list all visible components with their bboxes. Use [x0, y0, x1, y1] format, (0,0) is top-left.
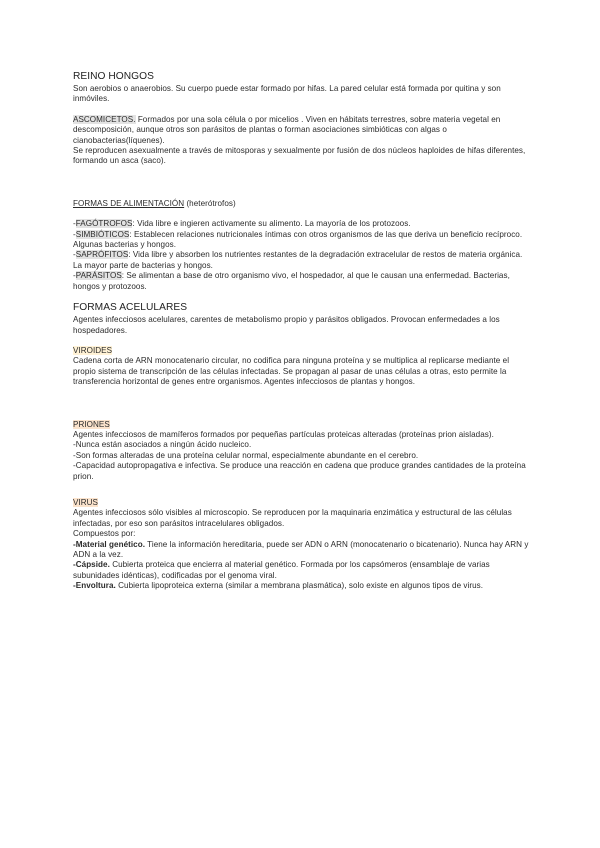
- viroides-title: VIROIDES: [73, 345, 113, 355]
- item-text: : Se alimentan a base de otro organismo vivo, el hospedador, al que le causan una enfermedad. Bacterias, hongos y protozoos.: [73, 271, 510, 291]
- virus-part: [73, 560, 531, 581]
- virus-part: [73, 540, 531, 561]
- item-prefix: -: [73, 229, 76, 239]
- virus-part-text: Cubierta lipoproteica externa (similar a membrana plasmática), solo existe en algunos tipos de virus.: [115, 581, 484, 591]
- virus-part-label: -Cápside.: [73, 560, 110, 570]
- item-prefix: -: [73, 219, 76, 229]
- virus-heading: [73, 498, 531, 508]
- viroides-heading: [73, 346, 531, 356]
- alimentacion-item: [73, 271, 531, 292]
- virus-compuestos: Compuestos por:: [73, 529, 136, 539]
- item-label: FAGÓTROFOS: [75, 219, 133, 229]
- virus-part-text: Tiene la información hereditaria, puede ser ADN o ARN (monocatenario o bicatenario). Nunca hay ARN y ADN a la vez.: [73, 539, 529, 559]
- viroides-text: Cadena corta de ARN monocatenario circular, no codifica para ninguna proteína y se multiplica al replicarse mediante el propio sistema de transcripción de las células infectadas. Se propagan al pasar de unas células a otras, esto permite la transferencia horizontal de genes entre organismos. Agentes infecciosos de plantas y hongos.: [73, 356, 510, 387]
- alimentacion-heading: [73, 199, 531, 209]
- ascomicetos-reproduction: Se reproducen asexualmente a través de mitosporas y sexualmente por fusión de dos núcleos haploides de hifas diferentes, formando un asca (saco).: [73, 146, 526, 166]
- virus-text: Agentes infecciosos sólo visibles al microscopio. Se reproducen por la maquinaria enzimática y estructural de las células infectadas, por eso son parásitos intracelulares obligados.: [73, 508, 512, 528]
- item-label: SIMBIÓTICOS: [75, 229, 130, 239]
- virus-part-text: Cubierta proteica que encierra al material genético. Formada por los capsómeros (ensamblaje de varias subunidades idénticas), codificadas por el genoma viral.: [73, 560, 490, 580]
- alimentacion-heading-label: FORMAS DE ALIMENTACIÓN: [73, 198, 185, 208]
- virus-part-label: -Material genético.: [73, 539, 146, 549]
- item-text: : Vida libre y absorben los nutrientes restantes de la degradación extracelular de restos de materia orgánica. La mayor parte de bacterias y hongos.: [73, 250, 523, 270]
- ascomicetos-label: ASCOMICETOS.: [73, 114, 136, 124]
- item-text: : Vida libre e ingieren activamente su alimento. La mayoría de los protozoos.: [132, 219, 411, 229]
- alimentacion-item: [73, 250, 531, 271]
- reino-hongos-intro: Son aerobios o anaerobios. Su cuerpo puede estar formado por hifas. La pared celular está formada por quitina y son inmóviles.: [73, 84, 501, 104]
- ascomicetos-paragraph: [73, 115, 531, 146]
- alimentacion-item: [73, 230, 531, 251]
- item-prefix: -: [73, 250, 76, 260]
- priones-point: -Nunca están asociados a ningún ácido nucleico.: [73, 440, 252, 450]
- reino-hongos-title: REINO HONGOS: [73, 71, 154, 82]
- item-label: PARÁSITOS: [75, 271, 122, 281]
- virus-title: VIRUS: [73, 497, 98, 507]
- alimentacion-heading-suffix: (heterótrofos): [184, 198, 236, 208]
- priones-text: Agentes infecciosos de mamíferos formados por pequeñas partículas proteicas alteradas (proteínas prion aisladas).: [73, 429, 494, 439]
- priones-point: -Capacidad autopropagativa e infectiva. Se produce una reacción en cadena que produce grandes cantidades de la proteína prion.: [73, 461, 526, 481]
- virus-part-label: -Envoltura.: [73, 581, 116, 591]
- priones-title: PRIONES: [73, 419, 110, 429]
- priones-point: -Son formas alteradas de una proteína celular normal, especialmente abundante en el cerebro.: [73, 450, 419, 460]
- document-body: [73, 71, 531, 592]
- item-text: : Establecen relaciones nutricionales íntimas con otros organismos de las que deriva un beneficio recíproco. Algunas bacterias y hongos.: [73, 229, 523, 250]
- item-label: SAPRÓFITOS: [75, 250, 129, 260]
- alimentacion-item: [73, 219, 531, 229]
- priones-heading: [73, 420, 531, 430]
- formas-acelulares-title: FORMAS ACELULARES: [73, 302, 188, 314]
- formas-acelulares-text: Agentes infecciosos acelulares, carentes de metabolismo propio y parásitos obligados. Provocan enfermedades a los hospedadores.: [73, 315, 500, 335]
- virus-part: [73, 581, 531, 591]
- ascomicetos-text: Formados por una sola célula o por micelios . Viven en hábitats terrestres, sobre materia vegetal en descomposición, aunque otros son parásitos de plantas o forman asociaciones simbióticas con algas o cianobacterias(líquenes).: [73, 114, 501, 145]
- item-prefix: -: [73, 271, 76, 281]
